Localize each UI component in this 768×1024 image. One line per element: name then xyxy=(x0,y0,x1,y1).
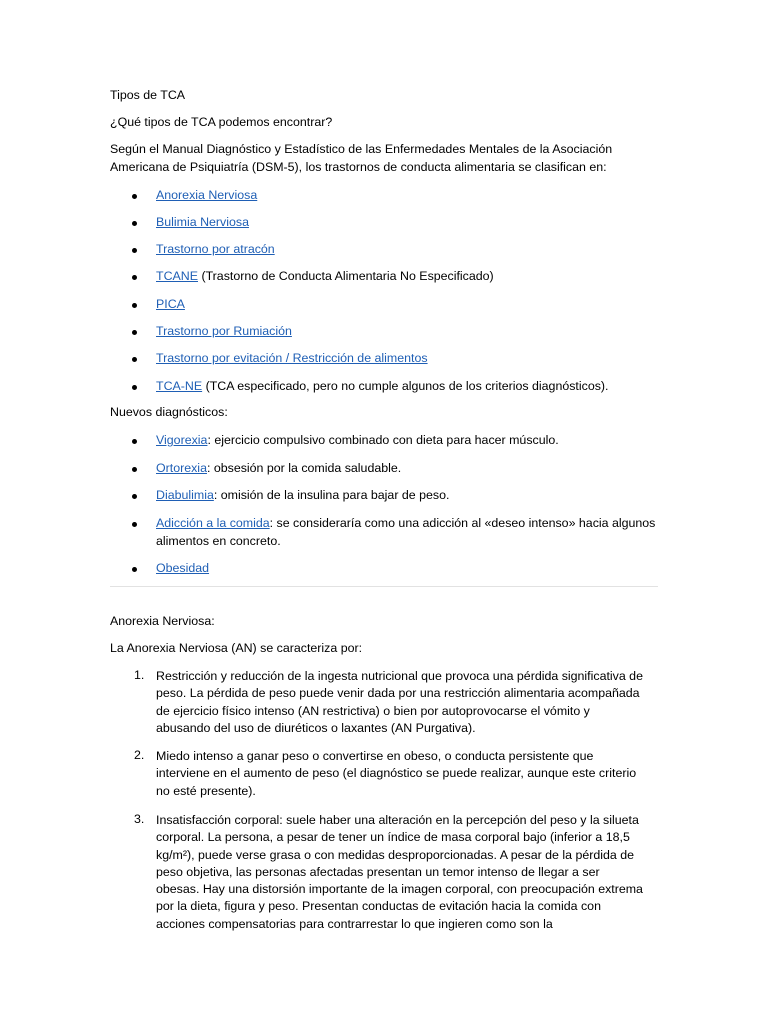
intro-paragraph: Según el Manual Diagnóstico y Estadístico de las Enfermedades Mentales de la Asociación Americana de Psiquiatría (DSM-5), los trastornos de conducta alimentaria se clasifican en: xyxy=(110,142,613,174)
link-vigorexia[interactable]: Vigorexia xyxy=(156,433,208,447)
link-anorexia-nerviosa[interactable]: Anorexia Nerviosa xyxy=(156,188,258,202)
item-text: Restricción y reducción de la ingesta nutricional que provoca una pérdida significativa de peso. La pérdida de peso puede venir dada por una restricción alimentaria acompañada de ejercicio físico intenso (AN restrictiva) o bien por autoprovocarse el vómito y abusando del uso de diuréticos o laxantes (AN Purgativa). xyxy=(156,669,643,735)
bullet-icon xyxy=(132,248,137,253)
bullet-icon xyxy=(132,275,137,280)
link-trastorno-rumiacion[interactable]: Trastorno por Rumiación xyxy=(156,324,292,338)
bullet-icon xyxy=(132,357,137,362)
item-number: 3. xyxy=(134,812,145,826)
link-tcane[interactable]: TCANE xyxy=(156,269,198,283)
heading-tipos-tca: Tipos de TCA xyxy=(110,88,186,102)
bullet-icon xyxy=(132,330,137,335)
item-number: 1. xyxy=(134,668,145,682)
link-pica[interactable]: PICA xyxy=(156,297,185,311)
item-text: Insatisfacción corporal: suele haber una alteración en la percepción del peso y la silueta corporal. La persona, a pesar de tener un índice de masa corporal bajo (inferior a 18,5 kg/m²), puede verse grasa o con medidas desproporcionadas. A pesar de la pérdida de peso objetiva, las personas afectadas presentan un temor intenso de llegar a ser obesas. Hay una distorsión importante de la imagen corporal, con preocupación extrema por la dieta, figura y peso. Presentan conductas de evitación hacia la comida con acciones compensatorias para contrarrestar lo que ingieren como son la xyxy=(156,813,643,931)
bullet-icon xyxy=(132,494,137,499)
link-tca-ne[interactable]: TCA-NE xyxy=(156,379,203,393)
heading-nuevos-diagnosticos: Nuevos diagnósticos: xyxy=(110,405,228,419)
link-diabulimia[interactable]: Diabulimia xyxy=(156,488,214,502)
item-number: 2. xyxy=(134,748,145,762)
item-text: : se consideraría como una adicción al «deseo intenso» hacia algunos alimentos en concreto. xyxy=(156,516,656,548)
item-text: : obsesión por la comida saludable. xyxy=(206,461,402,475)
question-heading: ¿Qué tipos de TCA podemos encontrar? xyxy=(110,115,333,129)
heading-anorexia-nerviosa: Anorexia Nerviosa: xyxy=(110,614,215,628)
item-text: (TCA especificado, pero no cumple algunos de los criterios diagnósticos). xyxy=(202,379,609,393)
item-text: : omisión de la insulina para bajar de peso. xyxy=(213,488,450,502)
bullet-icon xyxy=(132,194,137,199)
anorexia-intro: La Anorexia Nerviosa (AN) se caracteriza por: xyxy=(110,641,363,655)
bullet-icon xyxy=(132,303,137,308)
bullet-icon xyxy=(132,385,137,390)
bullet-icon xyxy=(132,221,137,226)
item-text: (Trastorno de Conducta Alimentaria No Especificado) xyxy=(198,269,494,283)
item-text: Miedo intenso a ganar peso o convertirse en obeso, o conducta persistente que interviene en el aumento de peso (el diagnóstico se puede realizar, aunque este criterio no esté presente). xyxy=(156,749,637,798)
bullet-icon xyxy=(132,567,137,572)
link-ortorexia[interactable]: Ortorexia xyxy=(156,461,207,475)
bullet-icon xyxy=(132,522,137,527)
bullet-icon xyxy=(132,439,137,444)
link-adiccion-comida[interactable]: Adicción a la comida xyxy=(156,516,270,530)
section-divider xyxy=(110,586,658,587)
item-text: : ejercicio compulsivo combinado con dieta para hacer músculo. xyxy=(207,433,559,447)
link-trastorno-atracon[interactable]: Trastorno por atracón xyxy=(156,242,275,256)
link-obesidad[interactable]: Obesidad xyxy=(156,561,210,575)
link-trastorno-evitacion[interactable]: Trastorno por evitación / Restricción de alimentos xyxy=(156,351,428,365)
bullet-icon xyxy=(132,467,137,472)
link-bulimia-nerviosa[interactable]: Bulimia Nerviosa xyxy=(156,215,249,229)
